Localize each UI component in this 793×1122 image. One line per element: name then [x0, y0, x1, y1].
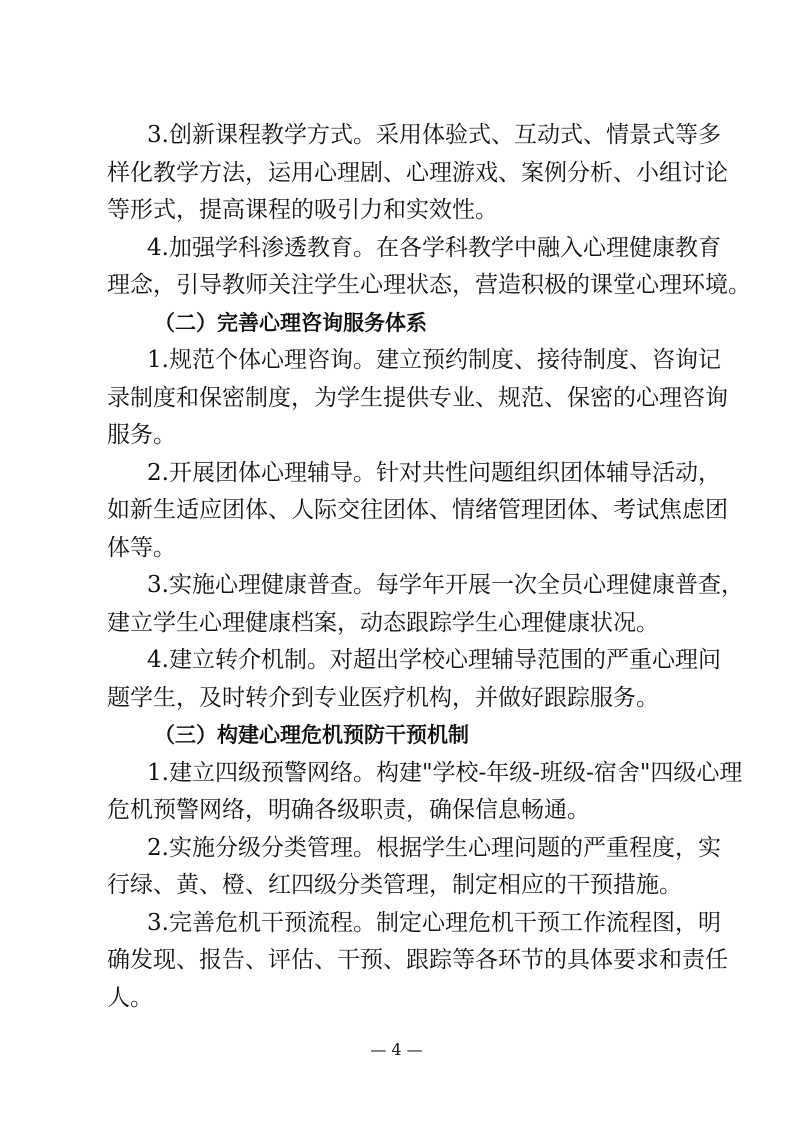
paragraph-line: 确发现、报告、评估、干预、跟踪等各环节的具体要求和责任: [107, 947, 728, 973]
paragraph-line: 体等。: [107, 534, 176, 561]
paragraph-line: 4.加强学科渗透教育。在各学科教学中融入心理健康教育: [147, 234, 721, 261]
paragraph-line: 录制度和保密制度，为学生提供专业、规范、保密的心理咨询: [107, 384, 728, 411]
paragraph-line: 4.建立转介机制。对超出学校心理辅导范围的严重心理问: [147, 647, 721, 673]
paragraph-line: 等形式，提高课程的吸引力和实效性。: [107, 197, 498, 223]
paragraph-line: 人。: [107, 984, 153, 1011]
document-body: [107, 117, 751, 1017]
paragraph-line: 危机预警网络，明确各级职责，确保信息畅通。: [107, 797, 590, 823]
section-heading: （二）完善心理咨询服务体系: [154, 310, 427, 335]
page-number: — 4 —: [370, 1040, 423, 1059]
paragraph-line: 2.开展团体心理辅导。针对共性问题组织团体辅导活动，: [147, 459, 721, 486]
paragraph-line: 3.创新课程教学方式。采用体验式、互动式、情景式等多: [147, 122, 721, 148]
paragraph-line: 3.实施心理健康普查。每学年开展一次全员心理健康普查，: [147, 572, 744, 598]
paragraph-line: 2.实施分级分类管理。根据学生心理问题的严重程度，实: [147, 834, 721, 861]
paragraph-line: 行绿、黄、橙、红四级分类管理，制定相应的干预措施。: [107, 872, 682, 898]
paragraph-line: 如新生适应团体、人际交往团体、情绪管理团体、考试焦虑团: [107, 497, 728, 523]
paragraph-line: 1.建立四级预警网络。构建"学校-年级-班级-宿舍"四级心理: [147, 759, 743, 786]
paragraph-line: 样化教学方法，运用心理剧、心理游戏、案例分析、小组讨论: [107, 159, 728, 186]
paragraph-line: 1.规范个体心理咨询。建立预约制度、接待制度、咨询记: [147, 347, 721, 373]
paragraph-line: 3.完善危机干预流程。制定心理危机干预工作流程图，明: [147, 909, 721, 936]
paragraph-line: 服务。: [107, 422, 176, 448]
paragraph-line: 题学生，及时转介到专业医疗机构，并做好跟踪服务。: [107, 684, 659, 711]
paragraph-line: 建立学生心理健康档案，动态跟踪学生心理健康状况。: [107, 609, 659, 636]
paragraph-line: 理念，引导教师关注学生心理状态，营造积极的课堂心理环境。: [107, 272, 751, 298]
section-heading: （三）构建心理危机预防干预机制: [154, 723, 469, 747]
